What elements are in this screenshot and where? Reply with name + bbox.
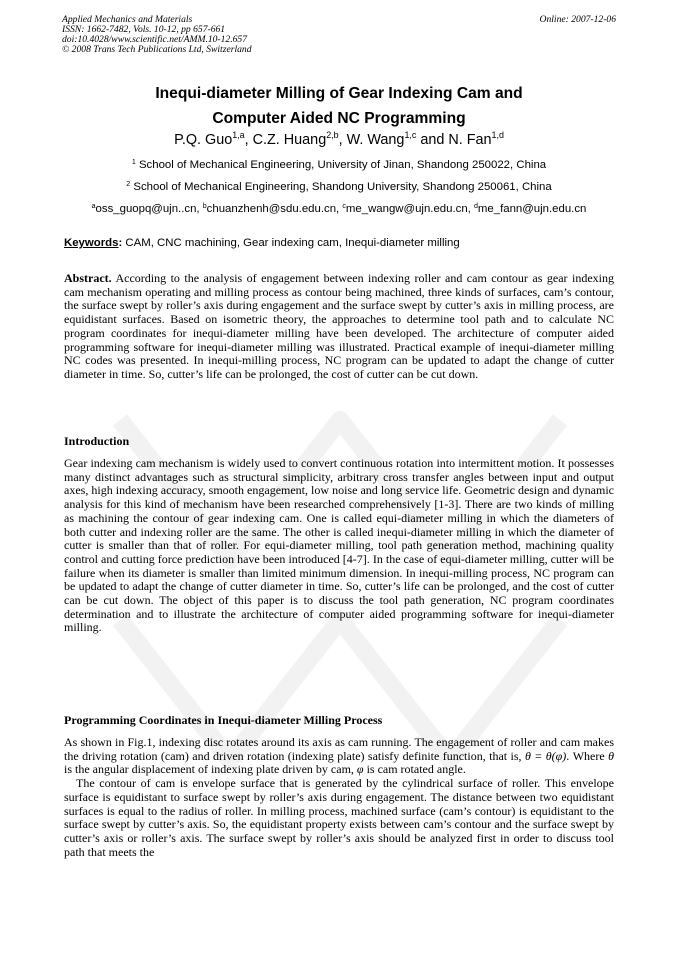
keywords-text: CAM, CNC machining, Gear indexing cam, Inequi-diameter milling	[122, 237, 460, 249]
author-affiliation-mark: 1,a	[232, 130, 245, 141]
author-affiliation-mark: 2,b	[326, 130, 339, 141]
author-separator: and	[416, 132, 449, 148]
email-mark: a	[91, 203, 96, 211]
affiliation-1	[40, 158, 638, 172]
online-date: Online: 2007-12-06	[539, 14, 616, 25]
abstract-text: According to the analysis of engagement between indexing roller and cam contour as gear indexing cam mechanism operating and milling process as contour being machined, three kinds of surfaces, cam’s contour, the surface swept by roller’s axis during engagement and the surface swept by cutter’s axis in milling process, are equidistant surfaces. Based on isometric theory, the approaches to determine tool path and to calculate NC program coordinates for inequi-diameter milling have been developed. The architecture of computer aided programming software for inequi-diameter milling was illustrated. Practical example of inequi-diameter milling NC codes was presented. In inequi-milling process, NC program can be updated to adapt the change of cutter diameter in time. So, cutter’s life can be prolonged, the cost of cutter can be cut down.	[64, 271, 614, 381]
journal-doi: doi:10.4028/www.scientific.net/AMM.10-12.657	[62, 34, 248, 45]
journal-header	[62, 15, 616, 55]
author-name: C.Z. Huang	[252, 132, 327, 148]
affiliation-text: School of Mechanical Engineering, Shandong University, Shandong 250061, China	[133, 181, 552, 193]
introduction-body	[64, 457, 614, 635]
symbol-phi: φ	[356, 762, 364, 777]
programming-paragraph-1	[64, 736, 614, 777]
journal-issn: ISSN: 1662-7482, Vols. 10-12, pp 657-661	[62, 24, 226, 35]
author-separator: ,	[338, 132, 347, 148]
keywords-colon: :	[118, 237, 123, 249]
email-mark: b	[202, 203, 207, 211]
author-separator: ,	[244, 132, 253, 148]
affiliation-text: School of Mechanical Engineering, University of Jinan, Shandong 250022, China	[138, 159, 547, 171]
symbol-theta: θ	[608, 748, 614, 763]
email-address: chuanzhenh@sdu.edu.cn,	[206, 203, 343, 215]
paper-title	[62, 81, 616, 131]
author-name: W. Wang	[346, 132, 405, 148]
email-address: me_fann@ujn.edu.cn	[477, 203, 587, 215]
email-mark: d	[473, 203, 478, 211]
programming-body	[64, 736, 614, 859]
affiliation-2	[40, 180, 638, 194]
affiliation-mark: 2	[126, 181, 131, 189]
programming-heading: Programming Coordinates in Inequi-diameter Milling Process	[64, 713, 383, 727]
paragraph-text: is the angular displacement of indexing plate driven by cam,	[64, 762, 357, 777]
introduction-heading: Introduction	[64, 434, 130, 448]
author-name: N. Fan	[448, 132, 492, 148]
programming-paragraph-2: The contour of cam is envelope surface that is generated by the cylindrical surface of roller. This envelope surface is equidistant to surface swept by roller’s axis during engagement. The distance between two equidistant surfaces is equal to the radius of roller. In milling process, machined surface (cam’s contour) is equidistant to the surface swept by cutter’s axis. So, the equidistant property exists between cam’s contour and the surface swept by cutter’s axis or roller’s axis. The surface swept by roller’s axis should be analyzed first in order to discuss tool path that meets the	[64, 776, 614, 859]
journal-name: Applied Mechanics and Materials	[62, 14, 193, 25]
author-affiliation-mark: 1,c	[404, 130, 417, 141]
email-address: oss_guopq@ujn..cn,	[95, 203, 203, 215]
formula-theta-of-phi: θ = θ(φ)	[524, 748, 567, 763]
paragraph-text: is cam rotated angle.	[363, 762, 466, 777]
keywords	[64, 236, 616, 250]
author-emails	[40, 202, 638, 216]
affiliation-mark: 1	[131, 159, 136, 167]
introduction-paragraph: Gear indexing cam mechanism is widely used to convert continuous rotation into intermittent motion. It possesses many distinct advantages such as structural simplicity, arbitrary cross transfer angles between input and output axes, high indexing accuracy, smooth engagement, low noise and long service life. Geometric design and dynamic analysis for this kind of mechanism have been researched comprehensively [1-3]. There are two kinds of milling as machining the contour of gear indexing cam. One is called equi-diameter milling in which the diameters of both cutter and indexing roller are the same. The other is called inequi-diameter milling in which the diameter of cutter is smaller than that of roller. For equi-diameter milling, tool path generation method, machining quality control and cutting force prediction have been introduced [4-7]. In the case of equi-diameter milling, cutter will be failure when its diameter is smaller than limited minimum dimension. In inequi-milling process, NC program can be updated to adapt the change of cutter diameter in time. So, cutter’s life can be prolonged, and the cost of cutter can be cut down. The object of this paper is to discuss the tool path generation, NC program coordinates determination and to illustrate the architecture of computer aided programming software for inequi-diameter milling.	[64, 456, 614, 635]
keywords-label: Keywords	[64, 237, 119, 249]
abstract	[64, 272, 614, 382]
email-mark: c	[342, 203, 346, 211]
author-affiliation-mark: 1,d	[491, 130, 504, 141]
abstract-label: Abstract.	[64, 271, 112, 285]
email-address: me_wangw@ujn.edu.cn,	[345, 203, 474, 215]
title-line-2: Computer Aided NC Programming	[212, 110, 466, 127]
author-name: P.Q. Guo	[174, 132, 233, 148]
journal-copyright: © 2008 Trans Tech Publications Ltd, Switzerland	[62, 44, 252, 55]
paragraph-text: As shown in Fig.1, indexing disc rotates around its axis as cam running. The engagement of roller and cam makes the driving rotation (cam) and driven rotation (indexing plate) satisfy definite function, that is,	[64, 735, 614, 763]
title-line-1: Inequi-diameter Milling of Gear Indexing Cam and	[155, 85, 523, 102]
author-list	[62, 131, 616, 149]
paragraph-text: . Where	[566, 748, 609, 763]
